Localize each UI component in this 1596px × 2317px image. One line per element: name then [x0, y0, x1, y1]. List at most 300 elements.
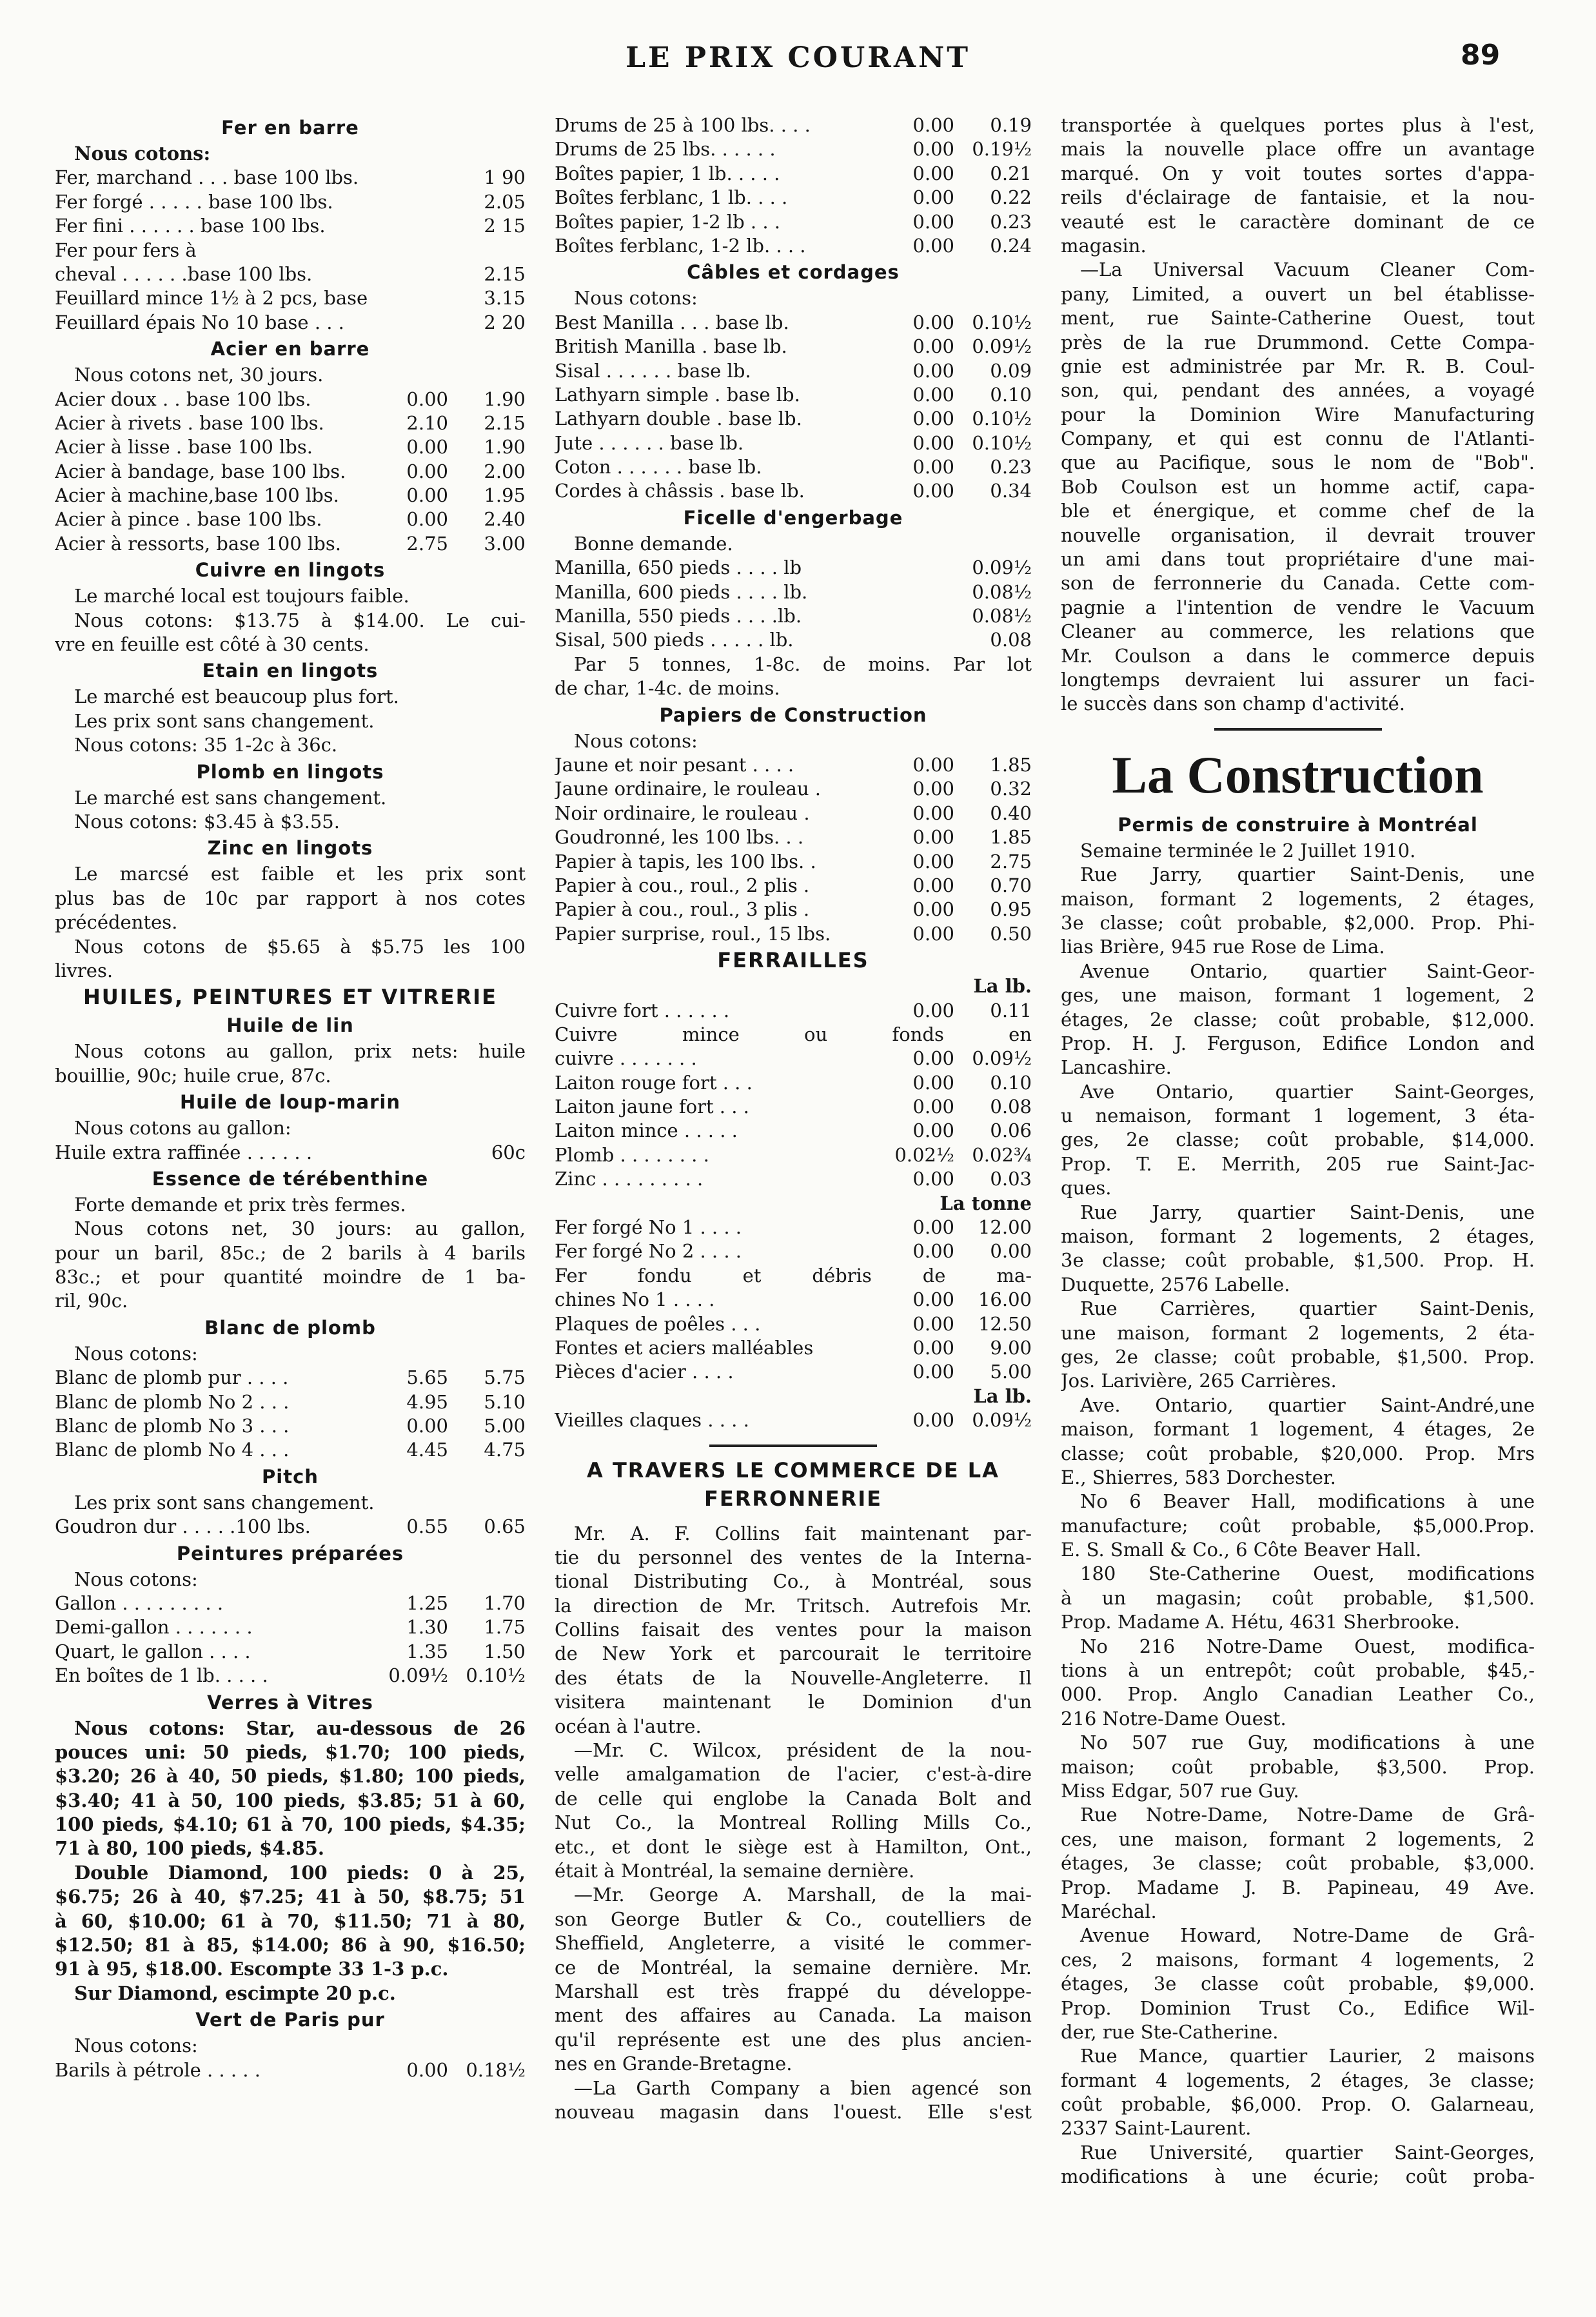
price-low: 0.00: [912, 850, 954, 873]
price-high: La lb.: [973, 1385, 1032, 1407]
item-name: Coton . . . . . . base lb.: [555, 456, 762, 478]
item-name: Plaques de poêles . . .: [555, 1312, 761, 1335]
item-name: Fer fini . . . . . . base 100 lbs.: [55, 215, 326, 237]
item-name: Cordes à châssis . base lb.: [555, 480, 805, 502]
price-low: 0.00: [406, 2058, 448, 2081]
price-high: 0.06: [990, 1119, 1032, 1142]
paragraph-line: précédentes.: [55, 911, 178, 934]
price-high: 5.00: [990, 1361, 1032, 1383]
price-row: [55, 190, 526, 214]
paragraph-line: une maison, formant 2 logements, 2 éta-: [1061, 1321, 1535, 1344]
price-high: 1.75: [484, 1616, 526, 1639]
price-row: [555, 1047, 1032, 1070]
paragraph-line: ment, rue Sainte-Catherine Ouest, tout: [1061, 307, 1535, 330]
price-low: 0.00: [912, 335, 954, 358]
price-row: [555, 234, 1032, 258]
paragraph-line: Marshall est très frappé du développe-: [555, 1980, 1032, 2002]
section-heading: HUILES, PEINTURES ET VITRERIE: [83, 985, 497, 1010]
price-row: [555, 137, 1032, 161]
paragraph-line: Collins faisait des ventes pour la maison: [555, 1619, 1032, 1641]
item-name: Papier à cou., roul., 3 plis .: [555, 898, 810, 921]
paragraph-line: —La Garth Company a bien agencé son: [574, 2076, 1032, 2099]
paragraph-line: livres.: [55, 959, 113, 981]
paragraph-line: classe; coût probable, $20,000. Prop. Mrs: [1061, 1442, 1535, 1464]
paragraph-line: Sheffield, Angleterre, a visité le commer-: [555, 1932, 1032, 1955]
paragraph-line: 100 pieds, $4.10; 61 à 70, 100 pieds, $4.35;: [55, 1813, 526, 1836]
price-high: 0.08: [990, 629, 1032, 651]
price-row: [55, 411, 526, 435]
text-line: Fer pour fers à: [55, 239, 197, 261]
paragraph-line: Prop. Madame A. Hétu, 4631 Sherbrooke.: [1061, 1611, 1461, 1633]
price-low: 0.00: [406, 508, 448, 531]
text-line: Nous cotons:: [574, 287, 698, 310]
price-row: [55, 286, 526, 310]
paragraph-line: No 6 Beaver Hall, modifications à une: [1080, 1490, 1535, 1513]
price-high: 4.75: [484, 1439, 526, 1461]
price-low: 0.00: [406, 388, 448, 410]
price-row: [555, 1239, 1032, 1263]
item-name: Blanc de plomb No 3 . . .: [55, 1415, 290, 1437]
paragraph-line: Par 5 tonnes, 1-8c. de moins. Par lot: [574, 653, 1032, 675]
item-name: Sisal . . . . . . base lb.: [555, 359, 751, 382]
price-row: [55, 2058, 526, 2082]
paragraph-line: étages, 3e classe coût probable, $9,000.: [1061, 1973, 1535, 1995]
paragraph-line: Les prix sont sans changement.: [74, 1491, 375, 1513]
price-low: 0.00: [912, 383, 954, 406]
item-name: Manilla, 600 pieds . . . . lb.: [555, 580, 808, 603]
paragraph-line: transportée à quelques portes plus à l'est,: [1061, 114, 1535, 136]
price-low: [384, 262, 448, 286]
paragraph-line: velle amalgamation de l'acier, c'est-à-dire: [555, 1763, 1032, 1786]
price-high: 0.08: [990, 1096, 1032, 1118]
price-high: 5.10: [484, 1390, 526, 1413]
price-low: 0.00: [912, 1409, 954, 1432]
text-line: Nous cotons:: [74, 143, 211, 164]
page-header-title: LE PRIX COURANT: [626, 41, 970, 74]
paragraph-line: près de la rue Drummond. Cette Compa-: [1061, 331, 1535, 353]
price-low: 0.00: [912, 138, 954, 161]
price-low: 1.30: [406, 1616, 448, 1639]
item-name: Laiton jaune fort . . .: [555, 1096, 749, 1118]
item-name: cheval . . . . . .base 100 lbs.: [55, 262, 313, 285]
price-low: 0.00: [912, 898, 954, 921]
item-name: Acier à pince . base 100 lbs.: [55, 508, 322, 531]
price-low: 0.00: [912, 311, 954, 333]
paragraph-line: tional Distributing Co., à Montréal, sous: [555, 1570, 1032, 1593]
price-row: [555, 1216, 1032, 1239]
section-heading: Ficelle d'engerbage: [683, 506, 903, 529]
item-name: British Manilla . base lb.: [555, 335, 787, 358]
price-low: 0.00: [912, 999, 954, 1021]
item-name: Jaune ordinaire, le rouleau .: [555, 778, 822, 800]
item-name: Plomb . . . . . . . .: [555, 1143, 709, 1166]
price-high: 0.40: [990, 802, 1032, 824]
item-name: Lathyarn simple . base lb.: [555, 383, 800, 406]
paragraph-line: Avenue Howard, Notre-Dame de Grâ-: [1080, 1924, 1535, 1947]
price-row: [555, 999, 1032, 1023]
section-heading: Etain en lingots: [202, 660, 379, 682]
price-high: 16.00: [978, 1288, 1032, 1311]
spacer: [555, 1513, 1032, 1522]
price-row: [55, 1141, 526, 1165]
paragraph-line: $12.50; 81 à 85, $14.00; 86 à 90, $16.50;: [55, 1934, 526, 1957]
item-name: Papier à cou., roul., 2 plis .: [555, 874, 810, 896]
paragraph-line: tions à un entrepôt; coût probable, $45,-: [1061, 1659, 1535, 1682]
price-row: [555, 922, 1032, 946]
price-row: [55, 1615, 526, 1639]
paragraph-line: pour la Dominion Wire Manufacturing: [1061, 403, 1535, 426]
paragraph-line: ges, 2e classe; coût probable, $14,000.: [1061, 1129, 1535, 1151]
price-low: 0.00: [912, 826, 954, 849]
item-name: cuivre . . . . . . .: [555, 1047, 697, 1070]
item-name: Papier à tapis, les 100 lbs. .: [555, 850, 816, 873]
text-line: Nous cotons:: [574, 729, 698, 752]
paragraph-line: 216 Notre-Dame Ouest.: [1061, 1707, 1286, 1730]
price-row: [555, 1143, 1032, 1167]
item-name: chines No 1 . . . .: [555, 1288, 715, 1311]
paragraph-line: —Mr. George A. Marshall, de la mai-: [574, 1884, 1032, 1906]
price-high: 0.50: [990, 922, 1032, 945]
text-line: Bonne demande.: [574, 532, 733, 555]
paragraph-line: manufacture; coût probable, $5,000.Prop.: [1061, 1514, 1535, 1537]
paragraph-line: Jos. Larivière, 265 Carrières.: [1061, 1370, 1337, 1392]
item-name: Acier à machine,base 100 lbs.: [55, 484, 339, 507]
section-heading: Permis de construire à Montréal: [1118, 813, 1478, 836]
paragraph-line: pouces uni: 50 pieds, $1.70; 100 pieds,: [55, 1740, 526, 1763]
item-name: Jaune et noir pesant . . . .: [555, 753, 794, 776]
item-name: [555, 1192, 858, 1216]
item-name: Drums de 25 lbs. . . . . .: [555, 138, 776, 161]
paragraph-line: Double Diamond, 100 pieds: 0 à 25,: [74, 1861, 526, 1884]
item-name: Lathyarn double . base lb.: [555, 408, 802, 430]
price-high: 0.09½: [972, 335, 1032, 358]
price-row: [55, 1515, 526, 1539]
item-name: Laiton mince . . . . .: [555, 1119, 738, 1142]
price-row: [555, 580, 1032, 604]
price-high: 0.32: [990, 778, 1032, 800]
price-row: [55, 1438, 526, 1462]
item-name: Acier doux . . base 100 lbs.: [55, 388, 311, 410]
price-row: [55, 262, 526, 286]
paragraph-line: Nous cotons de $5.65 à $5.75 les 100: [74, 935, 526, 958]
paragraph-line: ges, une maison, formant 1 logement, 2: [1061, 984, 1535, 1007]
price-high: 3.15: [484, 287, 526, 310]
price-low: [890, 974, 954, 998]
paragraph-line: u nemaison, formant 1 logement, 3 éta-: [1061, 1105, 1535, 1127]
paragraph-line: nes en Grande-Bretagne.: [555, 2053, 793, 2075]
paragraph-line: Le marché est beaucoup plus fort.: [74, 685, 399, 708]
paragraph-line: son, qui, pendant des années, a voyagé: [1061, 379, 1535, 402]
item-name: Gallon . . . . . . . . .: [55, 1592, 224, 1614]
price-low: 0.00: [912, 1216, 954, 1239]
price-low: 0.00: [912, 874, 954, 896]
price-high: 1.90: [484, 436, 526, 458]
price-high: 0.02¾: [972, 1143, 1032, 1166]
price-row: [555, 1192, 1032, 1216]
price-row: [555, 1312, 1032, 1336]
paragraph-line: $3.20; 26 à 40, 50 pieds, $1.80; 100 pieds,: [55, 1765, 526, 1788]
section-heading: FERRONNERIE: [704, 1486, 883, 1511]
item-name: Quart, le gallon . . . .: [55, 1640, 251, 1662]
paragraph-line: Miss Edgar, 507 rue Guy.: [1061, 1780, 1299, 1802]
paragraph-line: des états de la Nouvelle-Angleterre. Il: [555, 1666, 1032, 1689]
item-name: Boîtes papier, 1-2 lb . . .: [555, 210, 780, 233]
price-high: 2.05: [484, 190, 526, 213]
price-low: 4.95: [406, 1390, 448, 1413]
text-line: Nous cotons: $3.45 à $3.55.: [74, 810, 340, 833]
paragraph-line: le succès dans son champ d'activité.: [1061, 693, 1406, 715]
price-row: [555, 556, 1032, 580]
paragraph-line: pany, Limited, a ouvert un bel établisse-: [1061, 282, 1535, 305]
paragraph-line: ces, une maison, formant 2 logements, 2: [1061, 1828, 1535, 1850]
column-1: [55, 113, 526, 2082]
paragraph-line: à 60, $10.00; 61 à 70, $11.50; 71 à 80,: [55, 1909, 526, 1932]
paragraph-line: 000. Prop. Anglo Canadian Leather Co.,: [1061, 1683, 1535, 1706]
price-high: 0.19: [990, 114, 1032, 136]
paragraph-line: Prop. T. E. Merrith, 205 rue Saint-Jac-: [1061, 1152, 1535, 1175]
paragraph-line: Rue Notre-Dame, Notre-Dame de Grâ-: [1080, 1804, 1535, 1826]
price-low: [384, 166, 448, 190]
item-name: Goudronné, les 100 lbs. . .: [555, 826, 804, 849]
text-line: Nous cotons: 35 1-2c à 36c.: [74, 734, 338, 756]
price-row: [555, 479, 1032, 503]
item-name: Boîtes papier, 1 lb. . . . .: [555, 162, 780, 184]
price-row: [555, 407, 1032, 431]
paragraph-line: de New York et parcourait le territoire: [555, 1642, 1032, 1665]
price-low: 0.00: [912, 1168, 954, 1190]
paragraph-line: Mr. A. F. Collins fait maintenant par-: [574, 1522, 1032, 1544]
item-name: [555, 1385, 890, 1408]
section-heading: Papiers de Construction: [659, 704, 927, 726]
section-heading: Blanc de plomb: [204, 1316, 376, 1339]
price-row: [55, 508, 526, 531]
paragraph-line: Cleaner au commerce, les relations que: [1061, 620, 1535, 643]
paragraph-line: Ave Ontario, quartier Saint-Georges,: [1080, 1080, 1535, 1103]
column-3: [1061, 113, 1535, 2189]
price-low: 1.25: [406, 1592, 448, 1614]
price-low: 0.00: [912, 1336, 954, 1359]
item-name: Acier à lisse . base 100 lbs.: [55, 436, 313, 458]
price-high: 0.11: [990, 999, 1032, 1021]
paragraph-line: ces, 2 maisons, formant 4 logements, 2: [1061, 1948, 1535, 1971]
price-high: 0.08½: [972, 580, 1032, 603]
price-low: 0.00: [912, 456, 954, 478]
price-high: 60c: [491, 1141, 526, 1163]
price-row: [55, 484, 526, 508]
paragraph-line: magasin.: [1061, 234, 1147, 257]
price-row: [55, 1390, 526, 1414]
paragraph-line: de char, 1-4c. de moins.: [555, 677, 780, 700]
paragraph-line: veauté est le caractère dominant de ce: [1061, 210, 1535, 233]
price-high: 0.24: [990, 234, 1032, 257]
price-high: 1.85: [990, 753, 1032, 776]
section-heading: Vert de Paris pur: [195, 2009, 385, 2031]
paragraph-line: Prop. Madame J. B. Papineau, 49 Ave.: [1061, 1876, 1535, 1898]
item-name: Jute . . . . . . base lb.: [555, 431, 744, 454]
price-high: 0.22: [990, 186, 1032, 209]
price-high: 0.10½: [466, 1664, 526, 1687]
price-high: 0.03: [990, 1168, 1032, 1190]
paragraph-line: était à Montréal, la semaine dernière.: [555, 1860, 915, 1882]
paragraph-line: 3e classe; coût probable, $1,500. Prop. H.: [1061, 1249, 1535, 1272]
paragraph-line: Rue Jarry, quartier Saint-Denis, une: [1080, 1201, 1535, 1223]
price-row: [555, 1360, 1032, 1384]
divider: [1214, 728, 1382, 731]
price-low: [384, 286, 448, 310]
price-row: [555, 455, 1032, 479]
item-name: Laiton rouge fort . . .: [555, 1071, 753, 1094]
item-name: [555, 974, 890, 998]
price-high: 1.50: [484, 1640, 526, 1662]
text-line: Nous cotons:: [74, 2035, 198, 2057]
price-row: [55, 311, 526, 335]
paragraph-line: marqué. On y voit toutes sortes d'appa-: [1061, 162, 1535, 184]
text-line: Nous cotons:: [74, 1568, 198, 1590]
price-high: 2.00: [484, 460, 526, 482]
section-heading: Huile de lin: [226, 1014, 354, 1037]
paragraph-line: Bob Coulson est un homme actif, capa-: [1061, 475, 1535, 498]
price-high: 0.00: [990, 1240, 1032, 1263]
price-high: 0.09½: [972, 1409, 1032, 1432]
paragraph-line: océan à l'autre.: [555, 1715, 702, 1737]
price-row: [55, 460, 526, 484]
section-heading: Pitch: [262, 1465, 319, 1488]
section-heading: Câbles et cordages: [687, 261, 900, 284]
price-high: 1.85: [990, 826, 1032, 849]
item-name: Manilla, 550 pieds . . . .lb.: [555, 605, 802, 627]
paragraph-line: la direction de Mr. Tritsch. Autrefois Mr.: [555, 1594, 1032, 1617]
paragraph-line: lias Brière, 945 rue Rose de Lima.: [1061, 936, 1385, 958]
price-low: 0.00: [912, 1096, 954, 1118]
paragraph-line: Rue Université, quartier Saint-Georges,: [1080, 2141, 1535, 2164]
price-row: [555, 898, 1032, 922]
paragraph-line: Nous cotons: Star, au-dessous de 26: [74, 1717, 526, 1739]
paragraph-line: Company, et qui est connu de l'Atlanti-: [1061, 428, 1535, 450]
price-row: [555, 874, 1032, 898]
paragraph-line: reils d'éclairage de fantaisie, et la nou-: [1061, 186, 1535, 209]
price-high: 0.09½: [972, 557, 1032, 579]
section-heading: Acier en barre: [210, 338, 370, 360]
price-low: [384, 214, 448, 238]
paragraph-line: ble et énergique, et comme chef de la: [1061, 500, 1535, 522]
price-row: [55, 214, 526, 238]
section-heading: A TRAVERS LE COMMERCE DE LA: [587, 1457, 1000, 1483]
item-name: Fontes et aciers malléables: [555, 1336, 814, 1359]
paragraph-line: E. S. Small & Co., 6 Côte Beaver Hall.: [1061, 1539, 1422, 1561]
paragraph-line: 2337 Saint-Laurent.: [1061, 2117, 1252, 2140]
paragraph-line: —Mr. C. Wilcox, président de la nou-: [574, 1739, 1032, 1762]
price-low: [890, 556, 954, 580]
price-row: [555, 802, 1032, 825]
price-row: [555, 1095, 1032, 1119]
paragraph-line: Forte demande et prix très fermes.: [74, 1193, 406, 1216]
paragraph-line: Le marché est sans changement.: [74, 786, 387, 809]
text-line: Sur Diamond, escimpte 20 p.c.: [74, 1982, 396, 2004]
price-low: [858, 1192, 922, 1216]
paragraph-line: Mr. Coulson a dans le commerce depuis: [1061, 644, 1535, 667]
paragraph-line: mais la nouvelle place offre un avantage: [1061, 138, 1535, 161]
item-name: Acier à ressorts, base 100 lbs.: [55, 532, 341, 555]
item-name: Vieilles claques . . . .: [555, 1409, 749, 1432]
price-row: [55, 1366, 526, 1390]
price-high: 1.90: [484, 388, 526, 410]
price-row: [55, 1664, 526, 1688]
section-heading: Essence de térébenthine: [152, 1167, 429, 1190]
item-name: Zinc . . . . . . . . .: [555, 1168, 704, 1190]
section-heading: Huile de loup-marin: [179, 1091, 401, 1114]
text-line: Nous cotons net, 30 jours.: [74, 364, 324, 386]
item-name: Fer forgé . . . . . base 100 lbs.: [55, 190, 333, 213]
price-high: 0.10½: [972, 408, 1032, 430]
price-high: 1.95: [484, 484, 526, 507]
price-high: 12.00: [978, 1216, 1032, 1239]
price-high: 3.00: [484, 532, 526, 555]
price-high: La lb.: [973, 975, 1032, 998]
price-low: 0.09½: [388, 1664, 448, 1687]
paragraph-line: Maréchal.: [1061, 1900, 1157, 1922]
price-row: [555, 311, 1032, 335]
price-high: 0.10: [990, 1071, 1032, 1094]
paragraph-line: longtemps devraient lui assurer un faci-: [1061, 668, 1535, 691]
item-name: Feuillard mince 1½ à 2 pcs, base: [55, 287, 368, 310]
section-heading: Verres à Vitres: [207, 1691, 373, 1713]
price-high: 0.09½: [972, 1047, 1032, 1070]
paragraph-line: nouveau magasin dans l'ouest. Elle s'est: [555, 2100, 1032, 2123]
price-high: 2.15: [484, 411, 526, 434]
price-low: 0.00: [406, 484, 448, 507]
price-row: [555, 628, 1032, 652]
paragraph-line: Nut Co., la Montreal Rolling Mills Co.,: [555, 1811, 1032, 1834]
paragraph-line: vre en feuille est côté à 30 cents.: [55, 633, 369, 656]
item-name: Blanc de plomb No 2 . . .: [55, 1390, 290, 1413]
paragraph-line: Cuivre mince ou fonds en: [555, 1023, 1032, 1045]
price-row: [555, 1071, 1032, 1095]
paragraph-line: ril, 90c.: [55, 1290, 128, 1312]
price-high: 0.10½: [972, 311, 1032, 333]
item-name: En boîtes de 1 lb. . . . .: [55, 1664, 268, 1687]
paragraph-line: gnie est administrée par Mr. R. B. Coul-: [1061, 355, 1535, 377]
price-low: 0.00: [912, 234, 954, 257]
price-high: 0.23: [990, 210, 1032, 233]
price-row: [555, 1336, 1032, 1360]
paragraph-line: un ami dans tout propriétaire d'une mai-: [1061, 548, 1535, 571]
price-low: 0.00: [912, 922, 954, 945]
price-low: 0.00: [406, 436, 448, 458]
paragraph-line: etc., et dont le siège est à Hamilton, Ont.,: [555, 1835, 1032, 1858]
price-high: 2.15: [484, 262, 526, 285]
price-low: 5.65: [406, 1366, 448, 1389]
item-name: Demi-gallon . . . . . . .: [55, 1616, 253, 1639]
paragraph-line: pour un baril, 85c.; de 2 barils à 4 barils: [55, 1241, 526, 1264]
text-line: Semaine terminée le 2 Juillet 1910.: [1080, 839, 1416, 862]
paragraph-line: étages, 2e classe; coût probable, $12,000.: [1061, 1008, 1535, 1030]
price-low: 0.00: [912, 1288, 954, 1311]
item-name: Barils à pétrole . . . . .: [55, 2058, 261, 2081]
price-row: [555, 974, 1032, 998]
price-low: 0.00: [912, 753, 954, 776]
item-name: Goudron dur . . . . .100 lbs.: [55, 1515, 311, 1538]
section-title: La Construction: [1112, 745, 1484, 804]
paragraph-line: maison, formant 2 logements, 2 étages,: [1061, 887, 1535, 910]
paragraph-line: E., Shierres, 583 Dorchester.: [1061, 1466, 1336, 1488]
paragraph-line: Avenue Ontario, quartier Saint-Geor-: [1080, 960, 1535, 982]
price-high: 2 15: [484, 215, 526, 237]
price-low: [890, 1385, 954, 1408]
paragraph-line: Rue Carrières, quartier Saint-Denis,: [1080, 1297, 1535, 1320]
price-high: 0.23: [990, 456, 1032, 478]
paragraph-line: Prop. H. J. Ferguson, Edifice London and: [1061, 1032, 1535, 1054]
paragraph-line: qu'il représente est une des plus ancien-: [555, 2028, 1032, 2051]
